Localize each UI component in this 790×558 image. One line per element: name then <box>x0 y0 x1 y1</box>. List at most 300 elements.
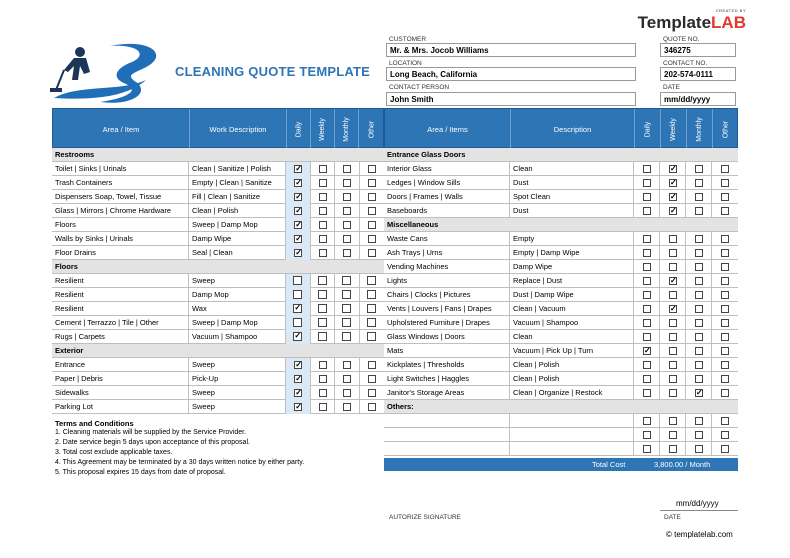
other-checkbox[interactable] <box>367 304 376 313</box>
daily-checkbox[interactable] <box>643 319 651 327</box>
area-item-cell: Baseboards <box>384 204 510 218</box>
other-checkbox[interactable] <box>721 179 729 187</box>
weekly-cell <box>660 428 686 442</box>
daily-checkbox[interactable]: ✓ <box>295 233 302 243</box>
weekly-cell <box>311 400 336 414</box>
description-cell: Sweep <box>189 274 286 288</box>
weekly-cell <box>311 246 336 260</box>
daily-checkbox[interactable]: ✓ <box>295 177 302 187</box>
weekly-checkbox[interactable] <box>318 304 327 313</box>
weekly-checkbox[interactable]: ✓ <box>670 275 677 285</box>
monthly-cell <box>335 204 360 218</box>
table-row <box>52 302 384 316</box>
daily-cell <box>634 190 660 204</box>
daily-checkbox[interactable] <box>643 249 651 257</box>
area-item-cell: Cement | Terrazzo | Tile | Other <box>52 316 189 330</box>
table-row <box>52 372 384 386</box>
monthly-checkbox[interactable] <box>343 193 351 201</box>
daily-checkbox[interactable]: ✓ <box>295 387 302 397</box>
weekly-checkbox[interactable] <box>669 319 677 327</box>
area-item-cell: Dispensers Soap, Towel, Tissue <box>52 190 189 204</box>
other-checkbox[interactable] <box>368 235 376 243</box>
daily-checkbox[interactable] <box>643 263 651 271</box>
weekly-cell <box>660 260 686 274</box>
daily-checkbox[interactable]: ✓ <box>295 359 302 369</box>
monthly-checkbox[interactable] <box>695 179 703 187</box>
header-description: Description <box>511 109 635 149</box>
weekly-checkbox[interactable] <box>318 318 327 327</box>
other-checkbox[interactable] <box>368 179 376 187</box>
daily-checkbox[interactable] <box>643 291 651 299</box>
description-cell: Clean <box>510 330 634 344</box>
monthly-cell <box>686 204 712 218</box>
header-area-item: Area / Item <box>53 109 190 149</box>
other-checkbox[interactable] <box>721 431 729 439</box>
area-item-cell: Ash Trays | Urns <box>384 246 510 260</box>
weekly-checkbox[interactable] <box>318 276 327 285</box>
daily-cell <box>286 246 311 260</box>
weekly-checkbox[interactable] <box>319 361 327 369</box>
contact-no-label: CONTACT NO. <box>663 60 708 67</box>
monthly-checkbox[interactable] <box>343 235 351 243</box>
area-item-cell: Upholstered Furniture | Drapes <box>384 316 510 330</box>
other-cell <box>360 176 385 190</box>
monthly-cell <box>686 190 712 204</box>
table-row <box>52 386 384 400</box>
right-table-header <box>384 108 738 148</box>
section-header <box>52 344 384 358</box>
header-daily-right <box>635 109 661 149</box>
monthly-cell <box>686 302 712 316</box>
monthly-checkbox[interactable] <box>695 291 703 299</box>
monthly-cell <box>686 428 712 442</box>
contact-no-field[interactable]: 202-574-0111 <box>660 67 736 81</box>
monthly-checkbox[interactable] <box>342 304 351 313</box>
monthly-checkbox[interactable] <box>695 431 703 439</box>
table-row <box>52 400 384 414</box>
description-cell: Empty <box>510 232 634 246</box>
weekly-checkbox[interactable] <box>319 207 327 215</box>
daily-checkbox[interactable]: ✓ <box>295 205 302 215</box>
monthly-cell <box>686 260 712 274</box>
section-title: Floors <box>55 262 78 271</box>
weekly-checkbox[interactable]: ✓ <box>670 205 677 215</box>
table-row <box>52 330 384 344</box>
monthly-cell <box>335 316 360 330</box>
monthly-cell <box>686 386 712 400</box>
other-cell <box>712 358 738 372</box>
description-cell: Empty | Damp Wipe <box>510 246 634 260</box>
monthly-checkbox[interactable] <box>343 207 351 215</box>
monthly-cell <box>335 400 360 414</box>
monthly-checkbox[interactable] <box>695 347 703 355</box>
description-cell: Damp Mop <box>189 288 286 302</box>
other-checkbox[interactable] <box>368 165 376 173</box>
description-cell: Sweep <box>189 358 286 372</box>
daily-checkbox[interactable] <box>643 305 651 313</box>
monthly-checkbox[interactable] <box>695 193 703 201</box>
weekly-cell <box>660 386 686 400</box>
monthly-cell <box>335 358 360 372</box>
description-cell: Sweep | Damp Mop <box>189 316 286 330</box>
other-checkbox[interactable] <box>721 291 729 299</box>
quote-no-field[interactable]: 346275 <box>660 43 736 57</box>
monthly-checkbox[interactable]: ✓ <box>696 387 703 397</box>
header-work-description: Work Description <box>190 109 287 149</box>
daily-checkbox[interactable]: ✓ <box>295 219 302 229</box>
weekly-cell <box>660 302 686 316</box>
other-checkbox[interactable] <box>721 165 729 173</box>
weekly-checkbox[interactable] <box>319 403 327 411</box>
daily-cell <box>634 204 660 218</box>
other-checkbox[interactable] <box>368 221 376 229</box>
daily-checkbox[interactable] <box>643 375 651 383</box>
area-item-cell: Mats <box>384 344 510 358</box>
daily-checkbox[interactable]: ✓ <box>295 163 302 173</box>
weekly-checkbox[interactable]: ✓ <box>670 303 677 313</box>
daily-checkbox[interactable] <box>643 445 651 453</box>
other-checkbox[interactable] <box>721 249 729 257</box>
weekly-checkbox[interactable] <box>669 431 677 439</box>
daily-checkbox[interactable]: ✓ <box>295 373 302 383</box>
daily-cell <box>286 274 311 288</box>
monthly-checkbox[interactable] <box>695 361 703 369</box>
area-item-cell: Toilet | Sinks | Urinals <box>52 162 189 176</box>
other-cell <box>712 330 738 344</box>
description-cell: Vacuum | Shampoo <box>189 330 286 344</box>
monthly-checkbox[interactable] <box>343 249 351 257</box>
daily-checkbox[interactable] <box>643 165 651 173</box>
signature-label: AUTORIZE SIGNATURE <box>389 514 461 521</box>
other-cell <box>360 232 385 246</box>
header-other-label: Other <box>368 120 376 138</box>
other-checkbox[interactable] <box>721 319 729 327</box>
area-item-cell: Floors <box>52 218 189 232</box>
signature-line[interactable] <box>386 510 636 511</box>
description-cell: Replace | Dust <box>510 274 634 288</box>
other-checkbox[interactable] <box>721 417 729 425</box>
area-item-cell: Walls by Sinks | Urinals <box>52 232 189 246</box>
daily-cell <box>286 176 311 190</box>
weekly-checkbox[interactable] <box>669 375 677 383</box>
other-checkbox[interactable] <box>368 207 376 215</box>
other-cell <box>360 400 385 414</box>
description-cell: Fill | Clean | Sanitize <box>189 190 286 204</box>
daily-cell <box>634 260 660 274</box>
other-cell <box>360 302 385 316</box>
monthly-checkbox[interactable] <box>343 361 351 369</box>
monthly-checkbox[interactable] <box>695 417 703 425</box>
daily-checkbox[interactable] <box>643 389 651 397</box>
description-cell: Vacuum | Pick Up | Turn <box>510 344 634 358</box>
table-row <box>384 442 738 456</box>
monthly-cell <box>335 330 360 344</box>
other-checkbox[interactable] <box>368 375 376 383</box>
weekly-checkbox[interactable]: ✓ <box>670 191 677 201</box>
weekly-cell <box>660 330 686 344</box>
monthly-cell <box>686 316 712 330</box>
monthly-checkbox[interactable] <box>343 221 351 229</box>
other-checkbox[interactable] <box>721 277 729 285</box>
daily-checkbox[interactable]: ✓ <box>295 247 302 257</box>
monthly-checkbox[interactable] <box>343 389 351 397</box>
weekly-checkbox[interactable] <box>669 333 677 341</box>
weekly-checkbox[interactable] <box>319 193 327 201</box>
other-cell <box>360 190 385 204</box>
table-row <box>384 316 738 330</box>
brand-name <box>638 13 746 33</box>
contact-person-label: CONTACT PERSON <box>389 84 450 91</box>
header-daily <box>287 109 311 149</box>
monthly-checkbox[interactable] <box>695 445 703 453</box>
other-checkbox[interactable] <box>368 361 376 369</box>
other-checkbox[interactable] <box>721 375 729 383</box>
monthly-cell <box>686 232 712 246</box>
other-cell <box>360 358 385 372</box>
weekly-cell <box>311 316 336 330</box>
location-label: LOCATION <box>389 60 422 67</box>
monthly-cell <box>686 330 712 344</box>
header-monthly-right-label: Monthly <box>695 116 703 142</box>
weekly-cell <box>660 162 686 176</box>
monthly-cell <box>686 344 712 358</box>
daily-checkbox[interactable] <box>643 361 651 369</box>
left-services-table <box>52 148 384 418</box>
daily-checkbox[interactable] <box>643 277 651 285</box>
daily-cell <box>286 218 311 232</box>
daily-cell <box>634 246 660 260</box>
daily-checkbox[interactable] <box>643 333 651 341</box>
monthly-checkbox[interactable] <box>343 165 351 173</box>
table-row <box>384 260 738 274</box>
other-checkbox[interactable] <box>367 276 376 285</box>
signature-date-value[interactable]: mm/dd/yyyy <box>676 499 719 508</box>
weekly-checkbox[interactable] <box>319 179 327 187</box>
other-cell <box>712 288 738 302</box>
weekly-checkbox[interactable] <box>669 263 677 271</box>
weekly-cell <box>311 288 336 302</box>
monthly-checkbox[interactable] <box>342 276 351 285</box>
description-cell: Spot Clean <box>510 190 634 204</box>
area-item-cell: Sidewalks <box>52 386 189 400</box>
monthly-checkbox[interactable] <box>343 375 351 383</box>
area-item-cell: Vents | Louvers | Fans | Drapes <box>384 302 510 316</box>
description-cell: Pick-Up <box>189 372 286 386</box>
other-checkbox[interactable] <box>367 332 376 341</box>
other-checkbox[interactable] <box>721 193 729 201</box>
area-item-cell: Lights <box>384 274 510 288</box>
daily-cell <box>286 190 311 204</box>
total-cost-value: 3,800.00 / Month <box>654 460 711 469</box>
monthly-cell <box>686 274 712 288</box>
other-cell <box>712 316 738 330</box>
other-checkbox[interactable] <box>367 318 376 327</box>
section-header <box>384 400 738 414</box>
weekly-checkbox[interactable] <box>669 417 677 425</box>
weekly-checkbox[interactable] <box>319 249 327 257</box>
table-row <box>52 246 384 260</box>
daily-cell <box>286 358 311 372</box>
weekly-cell <box>660 358 686 372</box>
daily-cell <box>634 386 660 400</box>
monthly-checkbox[interactable] <box>343 403 351 411</box>
weekly-cell <box>660 442 686 456</box>
description-cell: Sweep | Damp Mop <box>189 218 286 232</box>
other-checkbox[interactable] <box>721 347 729 355</box>
description-cell: Dust <box>510 176 634 190</box>
monthly-checkbox[interactable] <box>695 375 703 383</box>
daily-checkbox[interactable]: ✓ <box>294 331 302 340</box>
table-row <box>384 246 738 260</box>
total-cost-label: Total Cost <box>592 460 626 469</box>
weekly-cell <box>311 232 336 246</box>
other-checkbox[interactable] <box>368 403 376 411</box>
daily-checkbox[interactable] <box>643 179 651 187</box>
other-cell <box>712 386 738 400</box>
daily-checkbox[interactable] <box>293 276 302 285</box>
monthly-cell <box>335 274 360 288</box>
monthly-checkbox[interactable] <box>343 179 351 187</box>
monthly-cell <box>335 176 360 190</box>
header-monthly-label: Monthly <box>343 116 351 142</box>
weekly-checkbox[interactable] <box>669 249 677 257</box>
weekly-cell <box>660 274 686 288</box>
daily-checkbox[interactable] <box>643 431 651 439</box>
area-item-cell: Ledges | Window Sills <box>384 176 510 190</box>
weekly-cell <box>660 190 686 204</box>
customer-field[interactable]: Mr. & Mrs. Jocob Williams <box>386 43 636 57</box>
daily-cell <box>634 372 660 386</box>
other-checkbox[interactable] <box>721 207 729 215</box>
daily-checkbox[interactable]: ✓ <box>294 303 302 312</box>
area-item-cell: Chairs | Clocks | Pictures <box>384 288 510 302</box>
table-row <box>384 428 738 442</box>
other-checkbox[interactable] <box>721 445 729 453</box>
weekly-checkbox[interactable] <box>669 389 677 397</box>
other-cell <box>712 246 738 260</box>
monthly-checkbox[interactable] <box>695 165 703 173</box>
monthly-checkbox[interactable] <box>342 332 351 341</box>
section-title: Restrooms <box>55 150 95 159</box>
monthly-checkbox[interactable] <box>695 235 703 243</box>
other-checkbox[interactable] <box>368 193 376 201</box>
weekly-cell <box>311 176 336 190</box>
weekly-cell <box>311 358 336 372</box>
other-cell <box>712 232 738 246</box>
table-row <box>52 274 384 288</box>
monthly-cell <box>335 372 360 386</box>
monthly-cell <box>686 162 712 176</box>
other-cell <box>712 428 738 442</box>
weekly-checkbox[interactable] <box>319 389 327 397</box>
table-row <box>384 372 738 386</box>
monthly-checkbox[interactable] <box>695 249 703 257</box>
daily-checkbox[interactable] <box>293 290 302 299</box>
location-field[interactable]: Long Beach, California <box>386 67 636 81</box>
weekly-checkbox[interactable]: ✓ <box>670 177 677 187</box>
other-cell <box>360 288 385 302</box>
brand-name-lab: LAB <box>711 13 746 32</box>
daily-checkbox[interactable] <box>293 318 302 327</box>
weekly-checkbox[interactable] <box>669 361 677 369</box>
description-cell: Clean | Sanitize | Polish <box>189 162 286 176</box>
daily-cell <box>634 316 660 330</box>
footer-credit[interactable]: © templatelab.com <box>666 530 733 539</box>
date-field[interactable]: mm/dd/yyyy <box>660 92 736 106</box>
table-row <box>52 316 384 330</box>
weekly-checkbox[interactable] <box>669 291 677 299</box>
other-checkbox[interactable] <box>368 389 376 397</box>
description-cell: Sweep <box>189 386 286 400</box>
other-checkbox[interactable] <box>721 389 729 397</box>
weekly-checkbox[interactable]: ✓ <box>670 163 677 173</box>
monthly-cell <box>335 246 360 260</box>
daily-checkbox[interactable] <box>643 193 651 201</box>
weekly-cell <box>311 330 336 344</box>
weekly-checkbox[interactable] <box>669 235 677 243</box>
area-item-cell: Kickplates | Thresholds <box>384 358 510 372</box>
terms-line: 3. Total cost exclude applicable taxes. <box>55 449 173 456</box>
contact-person-field[interactable]: John Smith <box>386 92 636 106</box>
area-item-cell: Vending Machines <box>384 260 510 274</box>
area-item-cell: Waste Cans <box>384 232 510 246</box>
monthly-checkbox[interactable] <box>695 333 703 341</box>
weekly-checkbox[interactable] <box>319 375 327 383</box>
table-row <box>384 176 738 190</box>
other-checkbox[interactable] <box>367 290 376 299</box>
daily-checkbox[interactable]: ✓ <box>644 345 651 355</box>
other-checkbox[interactable] <box>721 305 729 313</box>
weekly-checkbox[interactable] <box>318 290 327 299</box>
daily-checkbox[interactable]: ✓ <box>295 191 302 201</box>
table-row <box>384 288 738 302</box>
monthly-checkbox[interactable] <box>695 277 703 285</box>
table-row <box>384 414 738 428</box>
daily-checkbox[interactable]: ✓ <box>295 401 302 411</box>
section-header <box>384 218 738 232</box>
daily-checkbox[interactable] <box>643 207 651 215</box>
monthly-checkbox[interactable] <box>342 318 351 327</box>
table-row <box>384 274 738 288</box>
monthly-checkbox[interactable] <box>695 319 703 327</box>
other-checkbox[interactable] <box>721 333 729 341</box>
weekly-checkbox[interactable] <box>319 235 327 243</box>
monthly-checkbox[interactable] <box>695 207 703 215</box>
weekly-checkbox[interactable] <box>319 221 327 229</box>
weekly-cell <box>311 162 336 176</box>
other-checkbox[interactable] <box>721 235 729 243</box>
monthly-checkbox[interactable] <box>695 263 703 271</box>
description-cell: Seal | Clean <box>189 246 286 260</box>
terms-block <box>55 419 385 478</box>
other-checkbox[interactable] <box>721 361 729 369</box>
daily-checkbox[interactable] <box>643 235 651 243</box>
other-checkbox[interactable] <box>721 263 729 271</box>
area-item-cell: Resilient <box>52 288 189 302</box>
weekly-checkbox[interactable] <box>669 347 677 355</box>
other-checkbox[interactable] <box>368 249 376 257</box>
daily-checkbox[interactable] <box>643 417 651 425</box>
weekly-checkbox[interactable] <box>319 165 327 173</box>
header-other-right-label: Other <box>722 120 730 138</box>
weekly-checkbox[interactable] <box>318 332 327 341</box>
monthly-cell <box>686 288 712 302</box>
other-cell <box>360 204 385 218</box>
monthly-checkbox[interactable] <box>695 305 703 313</box>
weekly-checkbox[interactable] <box>669 445 677 453</box>
daily-cell <box>634 330 660 344</box>
monthly-checkbox[interactable] <box>342 290 351 299</box>
